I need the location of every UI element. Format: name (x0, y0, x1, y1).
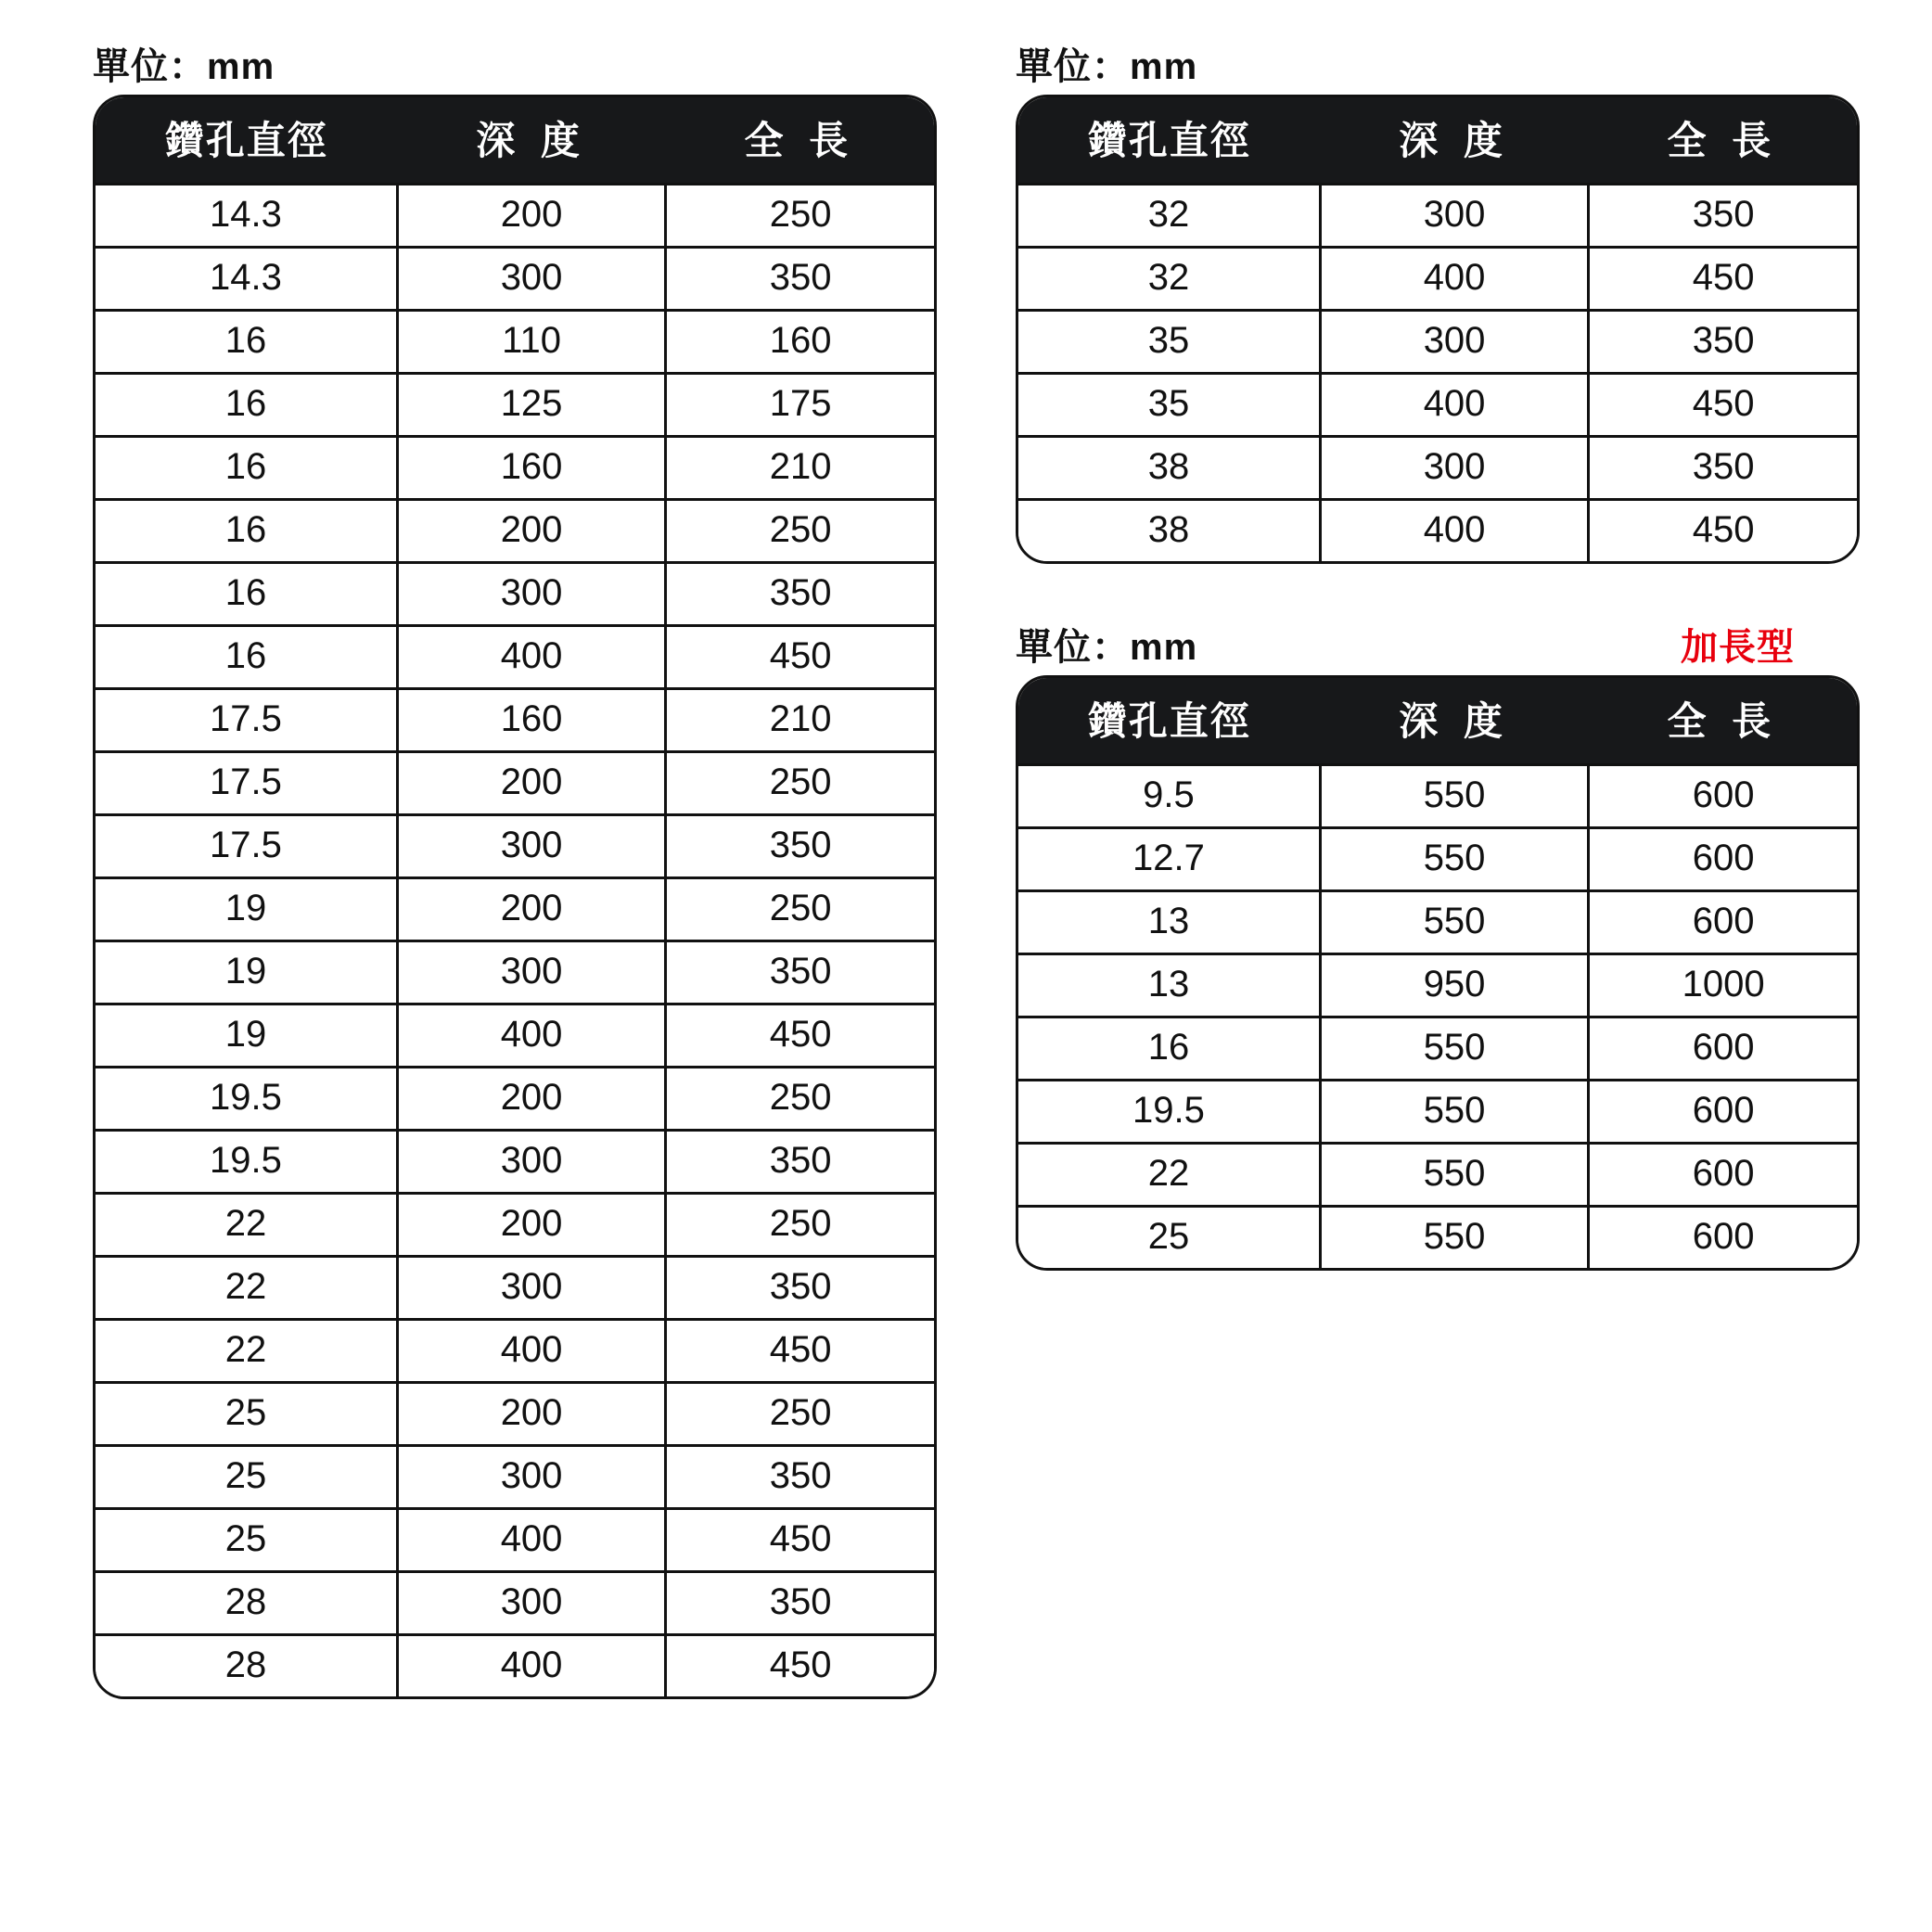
table-row (96, 437, 934, 500)
unit-row-standard-main (93, 37, 937, 85)
table-row (96, 374, 934, 437)
cell-depth: 550 (1320, 1144, 1588, 1207)
cell-total-length: 450 (666, 1635, 934, 1697)
cell-diameter: 19.5 (96, 1131, 397, 1194)
table-row (1018, 1144, 1857, 1207)
table-header-row (96, 97, 934, 185)
table-body-extended (1018, 765, 1857, 1269)
cell-total-length: 1000 (1589, 954, 1857, 1017)
table-row (1018, 248, 1857, 311)
cell-diameter: 16 (96, 374, 397, 437)
spec-table (1018, 97, 1857, 561)
cell-diameter: 19.5 (96, 1068, 397, 1131)
cell-depth: 200 (397, 878, 665, 941)
table-row (1018, 891, 1857, 954)
table-body-standard-main (96, 185, 934, 1697)
column-header-depth: 深 度 (397, 97, 665, 185)
cell-total-length: 600 (1589, 1144, 1857, 1207)
cell-diameter: 17.5 (96, 815, 397, 878)
cell-diameter: 35 (1018, 374, 1320, 437)
table-row (96, 1446, 934, 1509)
cell-total-length: 160 (666, 311, 934, 374)
cell-diameter: 25 (96, 1509, 397, 1572)
cell-depth: 550 (1320, 1207, 1588, 1269)
cell-diameter: 16 (96, 437, 397, 500)
cell-depth: 200 (397, 500, 665, 563)
table-row (96, 1068, 934, 1131)
table-row (96, 1131, 934, 1194)
table-row (96, 1194, 934, 1257)
cell-diameter: 38 (1018, 500, 1320, 562)
cell-depth: 400 (397, 1004, 665, 1068)
cell-diameter: 19 (96, 878, 397, 941)
cell-total-length: 450 (666, 1509, 934, 1572)
cell-total-length: 210 (666, 689, 934, 752)
cell-diameter: 12.7 (1018, 828, 1320, 891)
cell-depth: 400 (1320, 500, 1588, 562)
cell-diameter: 17.5 (96, 752, 397, 815)
table-row (96, 1320, 934, 1383)
cell-total-length: 175 (666, 374, 934, 437)
cell-total-length: 450 (666, 1320, 934, 1383)
table-extended (1016, 675, 1860, 1271)
table-row (96, 185, 934, 248)
cell-total-length: 600 (1589, 828, 1857, 891)
table-row (96, 248, 934, 311)
cell-depth: 200 (397, 1383, 665, 1446)
cell-depth: 200 (397, 752, 665, 815)
table-row (96, 1383, 934, 1446)
cell-depth: 550 (1320, 1081, 1588, 1144)
table-row (96, 500, 934, 563)
cell-depth: 300 (397, 1572, 665, 1635)
table-row (1018, 765, 1857, 828)
cell-total-length: 600 (1589, 1207, 1857, 1269)
cell-diameter: 25 (96, 1383, 397, 1446)
cell-total-length: 250 (666, 1383, 934, 1446)
cell-depth: 300 (1320, 185, 1588, 248)
cell-total-length: 450 (666, 1004, 934, 1068)
spec-table (1018, 678, 1857, 1268)
left-column (93, 37, 937, 1699)
right-column (1016, 37, 1860, 1271)
cell-depth: 400 (1320, 248, 1588, 311)
cell-diameter: 9.5 (1018, 765, 1320, 828)
cell-total-length: 250 (666, 185, 934, 248)
table-row (96, 1635, 934, 1697)
cell-diameter: 22 (96, 1257, 397, 1320)
cell-diameter: 19 (96, 1004, 397, 1068)
cell-diameter: 19 (96, 941, 397, 1004)
cell-diameter: 16 (1018, 1017, 1320, 1081)
table-row (96, 1572, 934, 1635)
cell-total-length: 450 (1589, 500, 1857, 562)
cell-total-length: 600 (1589, 765, 1857, 828)
cell-depth: 300 (397, 1446, 665, 1509)
cell-total-length: 350 (666, 1446, 934, 1509)
table-standard-large (1016, 95, 1860, 564)
cell-depth: 300 (1320, 311, 1588, 374)
cell-diameter: 25 (96, 1446, 397, 1509)
cell-total-length: 600 (1589, 1081, 1857, 1144)
cell-diameter: 16 (96, 626, 397, 689)
table-row (1018, 374, 1857, 437)
cell-depth: 550 (1320, 1017, 1588, 1081)
cell-diameter: 22 (1018, 1144, 1320, 1207)
cell-total-length: 350 (1589, 437, 1857, 500)
cell-depth: 950 (1320, 954, 1588, 1017)
cell-diameter: 28 (96, 1572, 397, 1635)
column-header-depth: 深 度 (1320, 678, 1588, 765)
cell-depth: 400 (397, 1320, 665, 1383)
cell-depth: 300 (397, 941, 665, 1004)
table-header-row (1018, 97, 1857, 185)
cell-total-length: 250 (666, 1068, 934, 1131)
cell-depth: 400 (1320, 374, 1588, 437)
cell-total-length: 250 (666, 752, 934, 815)
cell-total-length: 350 (666, 1572, 934, 1635)
cell-total-length: 350 (666, 248, 934, 311)
table-row (96, 689, 934, 752)
cell-diameter: 16 (96, 311, 397, 374)
spec-table (96, 97, 934, 1696)
cell-diameter: 32 (1018, 248, 1320, 311)
cell-depth: 160 (397, 437, 665, 500)
cell-total-length: 600 (1589, 891, 1857, 954)
table-row (1018, 1081, 1857, 1144)
section-spacer (1016, 564, 1860, 618)
cell-diameter: 19.5 (1018, 1081, 1320, 1144)
cell-depth: 200 (397, 1194, 665, 1257)
column-header-diameter: 鑽孔直徑 (96, 97, 397, 185)
table-row (96, 1257, 934, 1320)
unit-row-standard-large (1016, 37, 1860, 85)
cell-diameter: 35 (1018, 311, 1320, 374)
cell-depth: 400 (397, 1509, 665, 1572)
cell-total-length: 600 (1589, 1017, 1857, 1081)
cell-diameter: 14.3 (96, 185, 397, 248)
table-row (1018, 437, 1857, 500)
cell-diameter: 25 (1018, 1207, 1320, 1269)
cell-total-length: 250 (666, 878, 934, 941)
cell-total-length: 350 (666, 1131, 934, 1194)
cell-depth: 200 (397, 1068, 665, 1131)
table-row (1018, 954, 1857, 1017)
cell-total-length: 350 (666, 563, 934, 626)
table-row (96, 878, 934, 941)
column-header-total-length: 全 長 (666, 97, 934, 185)
cell-depth: 550 (1320, 828, 1588, 891)
table-standard-main (93, 95, 937, 1699)
table-row (96, 1004, 934, 1068)
cell-diameter: 13 (1018, 954, 1320, 1017)
cell-total-length: 250 (666, 500, 934, 563)
unit-label: 單位：mm (93, 46, 275, 87)
cell-depth: 300 (1320, 437, 1588, 500)
cell-diameter: 38 (1018, 437, 1320, 500)
cell-total-length: 450 (666, 626, 934, 689)
cell-depth: 300 (397, 815, 665, 878)
table-row (96, 1509, 934, 1572)
cell-diameter: 22 (96, 1320, 397, 1383)
cell-depth: 400 (397, 626, 665, 689)
cell-diameter: 22 (96, 1194, 397, 1257)
cell-total-length: 250 (666, 1194, 934, 1257)
column-header-diameter: 鑽孔直徑 (1018, 678, 1320, 765)
cell-diameter: 16 (96, 563, 397, 626)
cell-depth: 200 (397, 185, 665, 248)
column-header-total-length: 全 長 (1589, 97, 1857, 185)
cell-depth: 300 (397, 563, 665, 626)
column-header-total-length: 全 長 (1589, 678, 1857, 765)
unit-row-extended (1016, 618, 1860, 666)
cell-total-length: 350 (1589, 311, 1857, 374)
table-row (96, 752, 934, 815)
cell-depth: 550 (1320, 765, 1588, 828)
cell-total-length: 450 (1589, 248, 1857, 311)
table-row (1018, 311, 1857, 374)
table-row (96, 563, 934, 626)
cell-depth: 300 (397, 248, 665, 311)
column-header-depth: 深 度 (1320, 97, 1588, 185)
cell-depth: 125 (397, 374, 665, 437)
cell-total-length: 350 (666, 941, 934, 1004)
table-row (1018, 185, 1857, 248)
cell-diameter: 28 (96, 1635, 397, 1697)
cell-diameter: 14.3 (96, 248, 397, 311)
table-row (1018, 1017, 1857, 1081)
cell-depth: 300 (397, 1131, 665, 1194)
cell-depth: 400 (397, 1635, 665, 1697)
table-header-row (1018, 678, 1857, 765)
cell-total-length: 450 (1589, 374, 1857, 437)
cell-diameter: 17.5 (96, 689, 397, 752)
cell-total-length: 350 (666, 1257, 934, 1320)
table-row (1018, 1207, 1857, 1269)
table-row (1018, 500, 1857, 562)
table-row (96, 941, 934, 1004)
column-header-diameter: 鑽孔直徑 (1018, 97, 1320, 185)
table-row (96, 815, 934, 878)
table-body-standard-large (1018, 185, 1857, 562)
cell-diameter: 13 (1018, 891, 1320, 954)
unit-label: 單位：mm (1016, 46, 1198, 87)
cell-depth: 300 (397, 1257, 665, 1320)
status-badge-extended: 加長型 (1681, 627, 1795, 668)
unit-label: 單位：mm (1016, 627, 1198, 668)
table-row (1018, 828, 1857, 891)
cell-total-length: 210 (666, 437, 934, 500)
cell-diameter: 32 (1018, 185, 1320, 248)
cell-depth: 160 (397, 689, 665, 752)
table-row (96, 626, 934, 689)
cell-diameter: 16 (96, 500, 397, 563)
cell-depth: 110 (397, 311, 665, 374)
table-row (96, 311, 934, 374)
cell-total-length: 350 (1589, 185, 1857, 248)
cell-depth: 550 (1320, 891, 1588, 954)
cell-total-length: 350 (666, 815, 934, 878)
